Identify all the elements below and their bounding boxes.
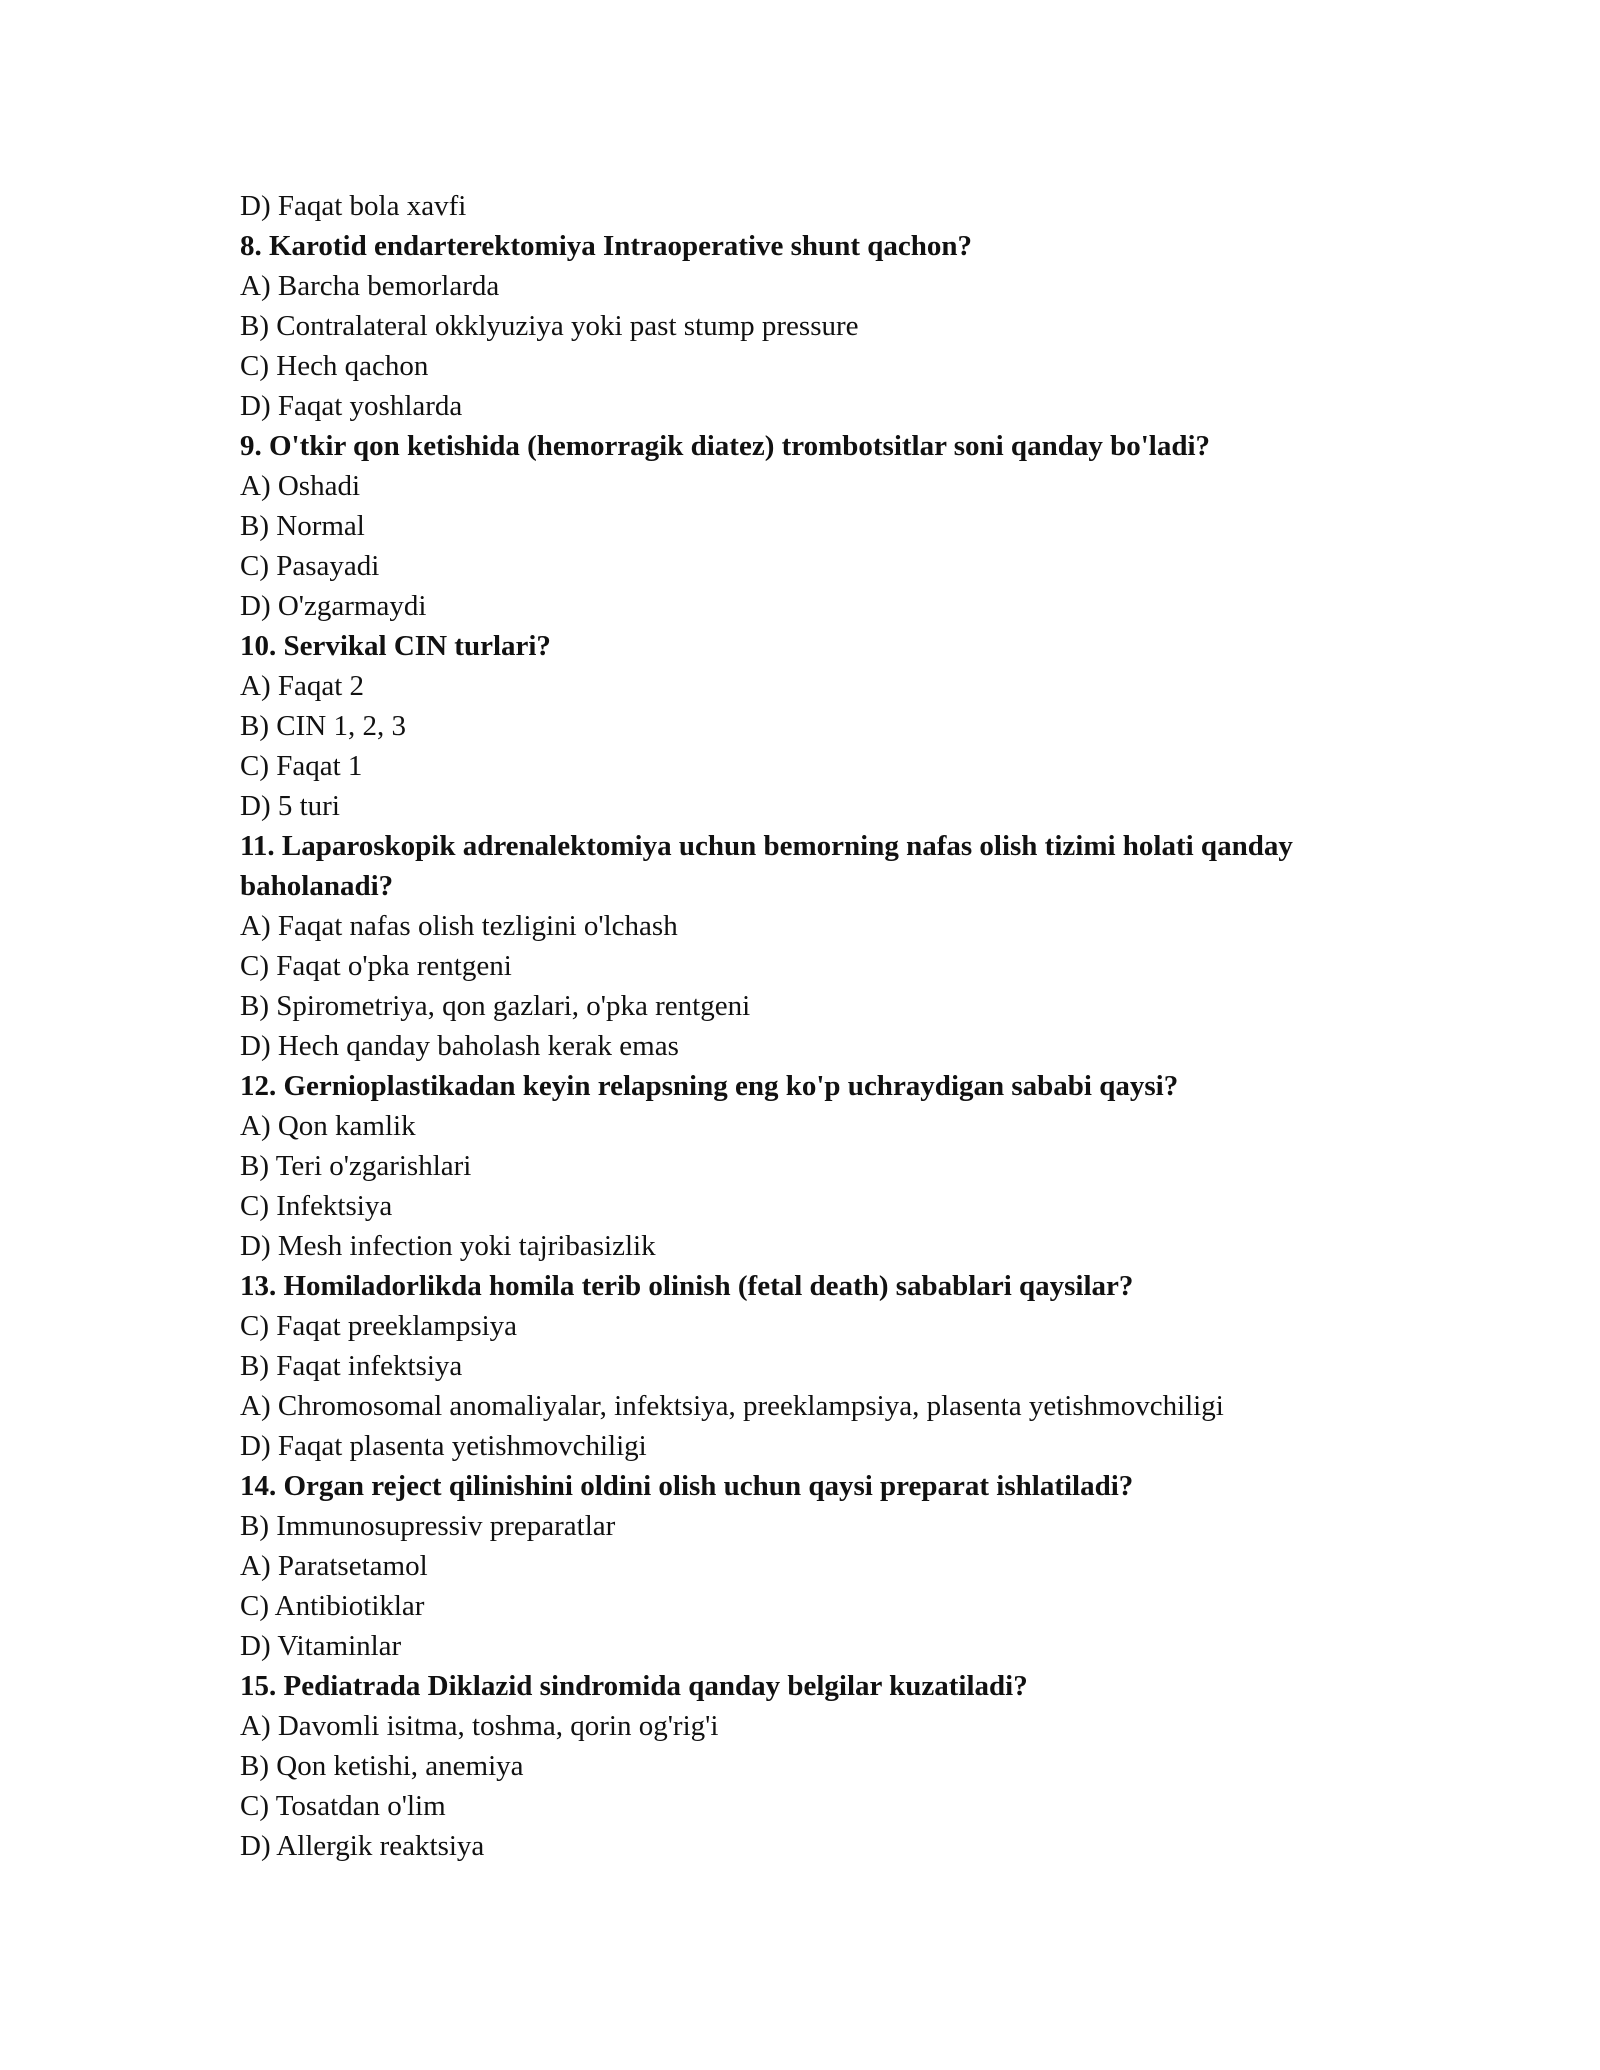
answer-option: C) Antibiotiklar [240, 1590, 425, 1622]
answer-option: D) 5 turi [240, 790, 340, 822]
answer-option: A) Chromosomal anomaliyalar, infektsiya, preeklampsiya, plasenta yetishmovchiligi [240, 1390, 1224, 1422]
answer-option: B) Contralateral okklyuziya yoki past stump pressure [240, 310, 859, 342]
answer-option: A) Davomli isitma, toshma, qorin og'rig'i [240, 1710, 719, 1742]
question-9: 9. O'tkir qon ketishida (hemorragik diatez) trombotsitlar soni qanday bo'ladi? [240, 430, 1210, 462]
answer-option: D) Allergik reaktsiya [240, 1830, 485, 1862]
question-10: 10. Servikal CIN turlari? [240, 630, 551, 662]
answer-option: B) Faqat infektsiya [240, 1350, 463, 1382]
answer-option: C) Pasayadi [240, 550, 380, 582]
answer-option: C) Faqat 1 [240, 750, 363, 782]
answer-option: A) Faqat nafas olish tezligini o'lchash [240, 910, 678, 942]
answer-option: B) Normal [240, 510, 365, 542]
answer-option: D) Hech qanday baholash kerak emas [240, 1030, 679, 1062]
answer-option: D) Vitaminlar [240, 1630, 402, 1662]
answer-option: B) Spirometriya, qon gazlari, o'pka rentgeni [240, 990, 751, 1022]
answer-option: D) Faqat yoshlarda [240, 390, 463, 422]
answer-option: A) Barcha bemorlarda [240, 270, 500, 302]
answer-option: B) CIN 1, 2, 3 [240, 710, 406, 742]
question-13: 13. Homiladorlikda homila terib olinish (fetal death) sabablari qaysilar? [240, 1270, 1134, 1302]
answer-option: C) Faqat o'pka rentgeni [240, 950, 512, 982]
question-14: 14. Organ reject qilinishini oldini olish uchun qaysi preparat ishlatiladi? [240, 1470, 1134, 1502]
answer-option: C) Hech qachon [240, 350, 429, 382]
answer-option: A) Faqat 2 [240, 670, 365, 702]
question-15: 15. Pediatrada Diklazid sindromida qanday belgilar kuzatiladi? [240, 1670, 1028, 1702]
question-8: 8. Karotid endarterektomiya Intraoperative shunt qachon? [240, 230, 972, 262]
document-page [240, 186, 1400, 1866]
answer-option: A) Paratsetamol [240, 1550, 428, 1582]
answer-option: A) Oshadi [240, 470, 361, 502]
answer-option: C) Tosatdan o'lim [240, 1790, 446, 1822]
answer-option: D) Faqat bola xavfi [240, 190, 467, 222]
answer-option: D) Faqat plasenta yetishmovchiligi [240, 1430, 647, 1462]
answer-option: B) Teri o'zgarishlari [240, 1150, 472, 1182]
answer-option: C) Faqat preeklampsiya [240, 1310, 518, 1342]
answer-option: B) Qon ketishi, anemiya [240, 1750, 524, 1782]
question-11: 11. Laparoskopik adrenalektomiya uchun bemorning nafas olish tizimi holati qanday baholanadi? [240, 830, 1293, 902]
answer-option: C) Infektsiya [240, 1190, 393, 1222]
answer-option: D) O'zgarmaydi [240, 590, 427, 622]
answer-option: D) Mesh infection yoki tajribasizlik [240, 1230, 656, 1262]
answer-option: A) Qon kamlik [240, 1110, 416, 1142]
answer-option: B) Immunosupressiv preparatlar [240, 1510, 616, 1542]
question-12: 12. Gernioplastikadan keyin relapsning eng ko'p uchraydigan sababi qaysi? [240, 1070, 1179, 1102]
